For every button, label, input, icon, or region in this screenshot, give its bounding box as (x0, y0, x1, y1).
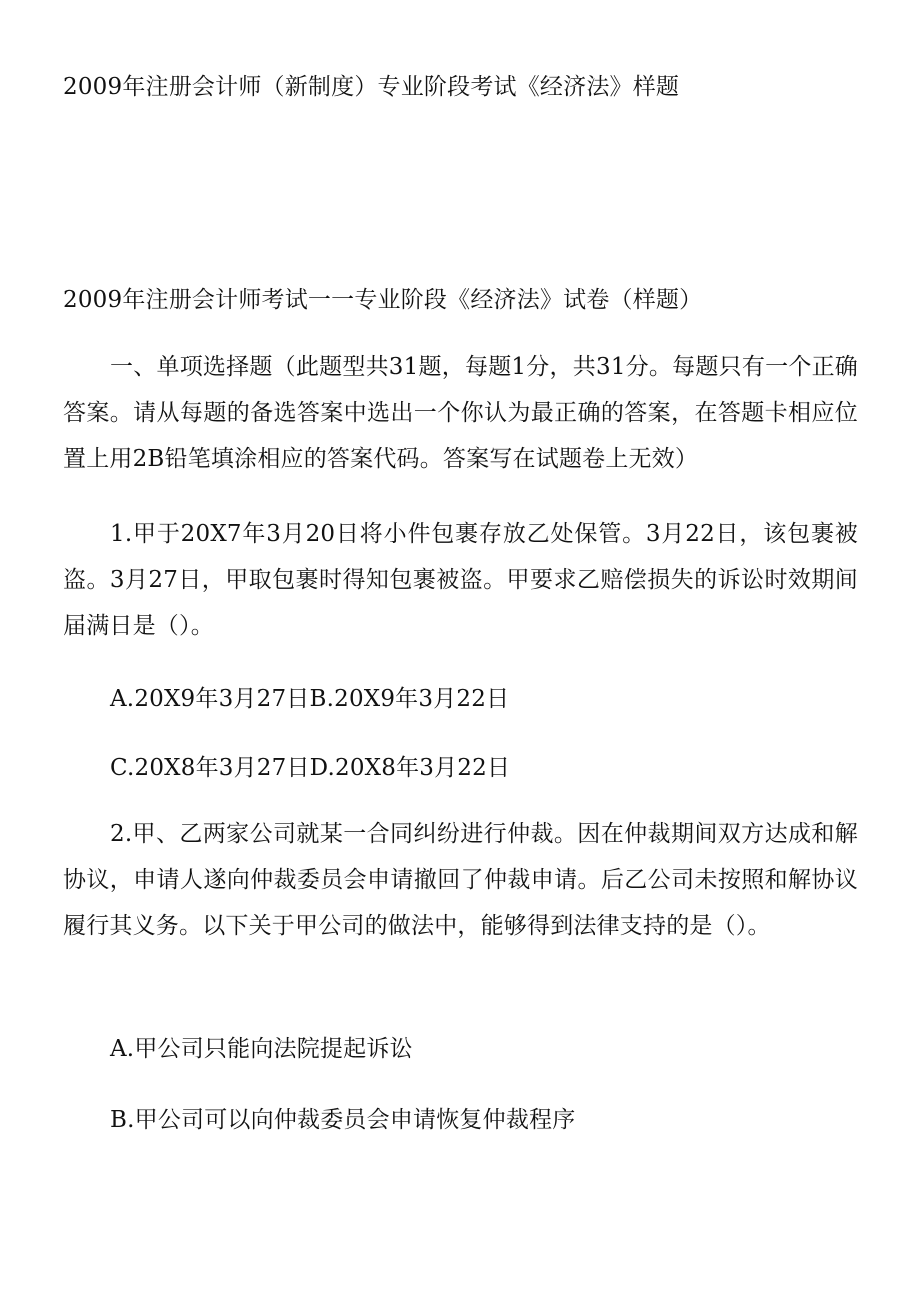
section-instructions: 一、单项选择题（此题型共31题，每题1分，共31分。每题只有一个正确答案。请从每题的备选答案中选出一个你认为最正确的答案，在答题卡相应位置上用2B铅笔填涂相应的答案代码。答案写在试题卷上无效） (63, 354, 858, 472)
question-2-option-b: B.甲公司可以向仲裁委员会申请恢复仲裁程序 (110, 1107, 576, 1133)
question-2-option-a: A.甲公司只能向法院提起诉讼 (110, 1036, 413, 1062)
question-1-options-cd: C.20X8年3月27日D.20X8年3月22日 (110, 755, 511, 781)
question-1-stem: 1.甲于20X7年3月20日将小件包裹存放乙处保管。3月22日，该包裹被盗。3月27日，甲取包裹时得知包裹被盗。甲要求乙赔偿损失的诉讼时效期间届满日是（）。 (63, 521, 858, 639)
document-title: 2009年注册会计师（新制度）专业阶段考试《经济法》样题 (63, 74, 680, 100)
question-2-stem: 2.甲、乙两家公司就某一合同纠纷进行仲裁。因在仲裁期间双方达成和解协议，申请人遂向仲裁委员会申请撤回了仲裁申请。后乙公司未按照和解协议履行其义务。以下关于甲公司的做法中，能够得到法律支持的是（）。 (63, 821, 858, 939)
question-1-options-ab: A.20X9年3月27日B.20X9年3月22日 (110, 686, 510, 712)
exam-subtitle: 2009年注册会计师考试一一专业阶段《经济法》试卷（样题） (63, 287, 703, 313)
